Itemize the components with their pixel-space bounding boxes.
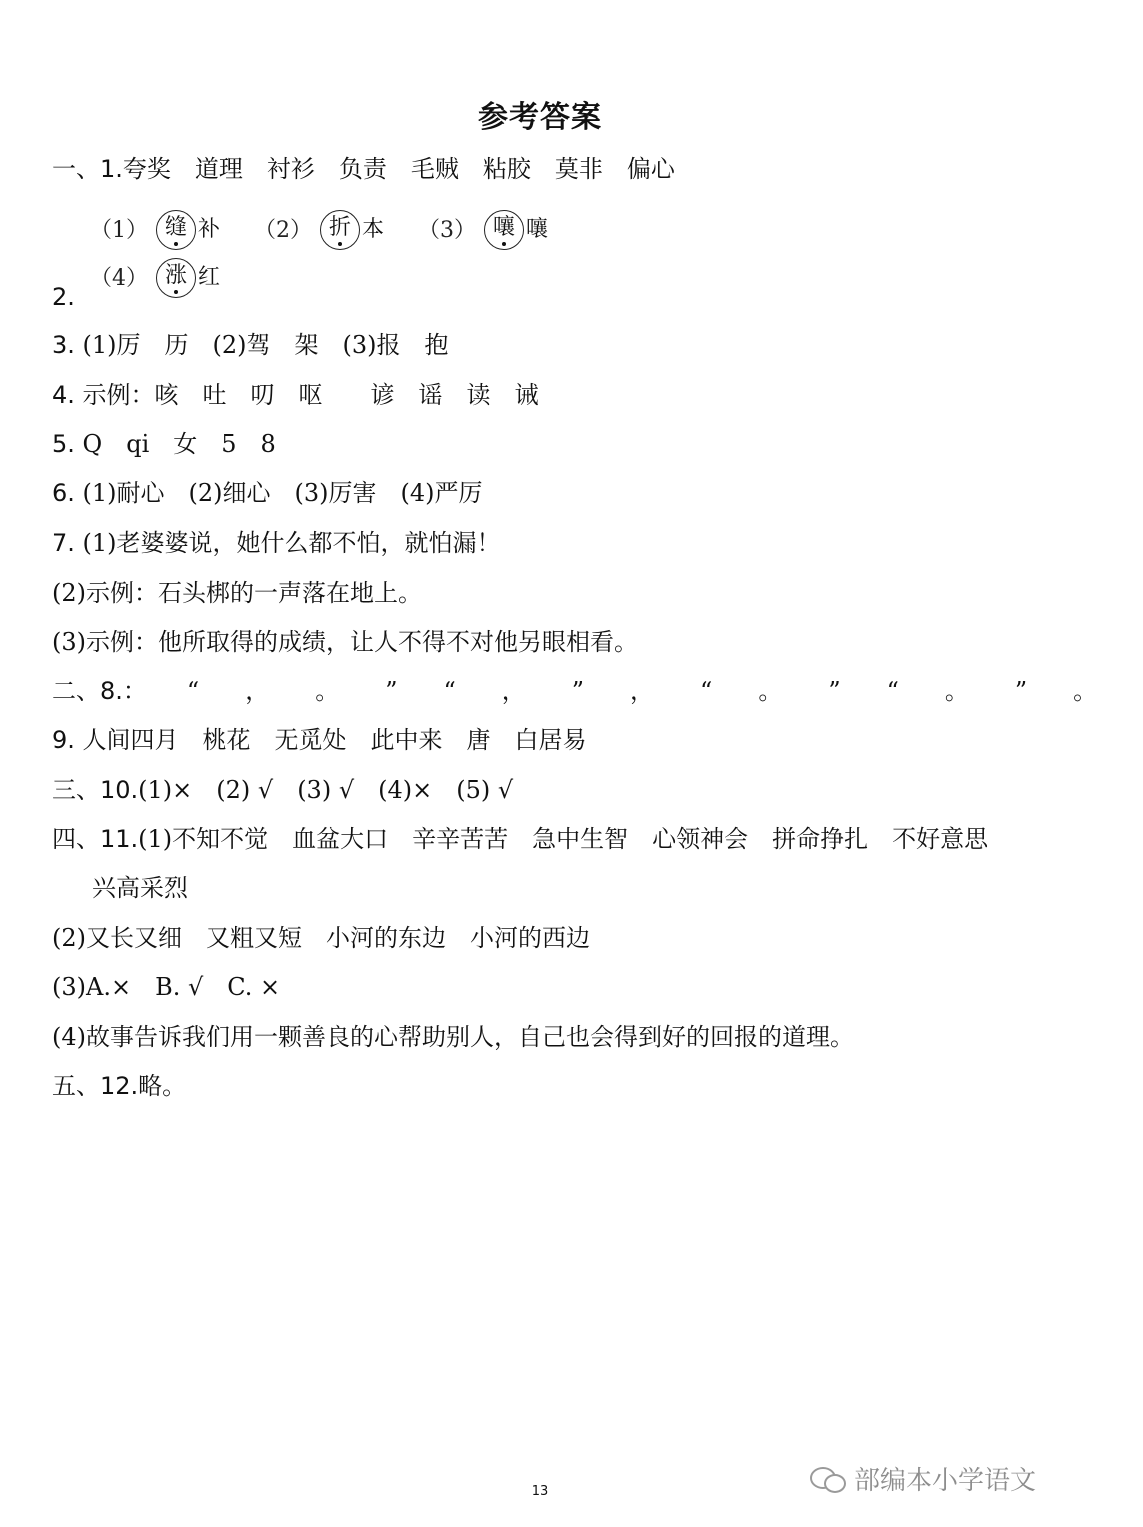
answer-q3: 3. (1)厉 历 (2)驾 架 (3)报 抱 <box>52 331 449 359</box>
q2-number: 2. <box>52 283 75 311</box>
q2-option: （3） 嚷 嚷 <box>418 210 548 250</box>
answer-q2-row1 <box>90 210 582 250</box>
answer-q1 <box>52 152 699 186</box>
q1-word: 毛贼 <box>410 155 459 183</box>
answer-q12: 五、12.略。 <box>52 1072 187 1100</box>
answer-q7-2: (2)示例：石头梆的一声落在地上。 <box>52 579 422 607</box>
answer-q7: 7. (1)老婆婆说，她什么都不怕，就怕漏！ <box>52 529 501 557</box>
answer-q10: 三、10.(1)× (2) √ (3) √ (4)× (5) √ <box>52 776 514 804</box>
answer-q5: 5. Q qi 女 5 8 <box>52 430 276 458</box>
q2-option: （1） 缝 补 <box>90 210 220 250</box>
answer-q9: 9. 人间四月 桃花 无觅处 此中来 唐 白居易 <box>52 726 587 754</box>
q2-option: （4） 涨 红 <box>90 258 220 298</box>
q1-word: 道理 <box>194 155 243 183</box>
q1-word: 负责 <box>338 155 387 183</box>
q2-option: （2） 折 本 <box>254 210 384 250</box>
answer-q11-2: (2)又长又细 又粗又短 小河的东边 小河的西边 <box>52 924 590 952</box>
answer-q8: 二、8.： “ ， 。 ” “ ， ” ， “ 。 ” “ 。 ” 。 <box>52 677 1098 705</box>
answer-q7-3: (3)示例：他所取得的成绩，让人不得不对他另眼相看。 <box>52 628 638 656</box>
circled-char: 涨 <box>156 258 196 298</box>
watermark-text: 部编本小学语文 <box>854 1466 1037 1496</box>
q1-word: 夸奖 <box>122 155 171 183</box>
answer-q11-4: (4)故事告诉我们用一颗善良的心帮助别人，自己也会得到好的回报的道理。 <box>52 1023 854 1051</box>
q1-word: 衬衫 <box>266 155 315 183</box>
answer-q2-row2 <box>90 258 254 298</box>
circled-char: 折 <box>320 210 360 250</box>
wechat-icon <box>810 1465 846 1493</box>
circled-char: 缝 <box>156 210 196 250</box>
q1-word: 粘胶 <box>482 155 531 183</box>
watermark <box>810 1460 1036 1497</box>
q1-word: 偏心 <box>626 155 675 183</box>
answer-q11-1b: 兴高采烈 <box>92 874 188 902</box>
page-number: 13 <box>531 1484 549 1499</box>
page-title: 参考答案 <box>478 100 602 135</box>
answer-q4: 4. 示例：咳 吐 叨 呕 谚 谣 读 诫 <box>52 381 539 409</box>
q1-prefix: 一、1. <box>52 155 123 183</box>
circled-char: 嚷 <box>484 210 524 250</box>
answer-q11-1: 四、11.(1)不知不觉 血盆大口 辛辛苦苦 急中生智 心领神会 拼命挣扎 不好意思 <box>52 825 989 853</box>
q1-word: 莫非 <box>554 155 603 183</box>
answer-q6: 6. (1)耐心 (2)细心 (3)厉害 (4)严厉 <box>52 479 483 507</box>
answer-q11-3: (3)A.× B. √ C. × <box>52 973 281 1001</box>
